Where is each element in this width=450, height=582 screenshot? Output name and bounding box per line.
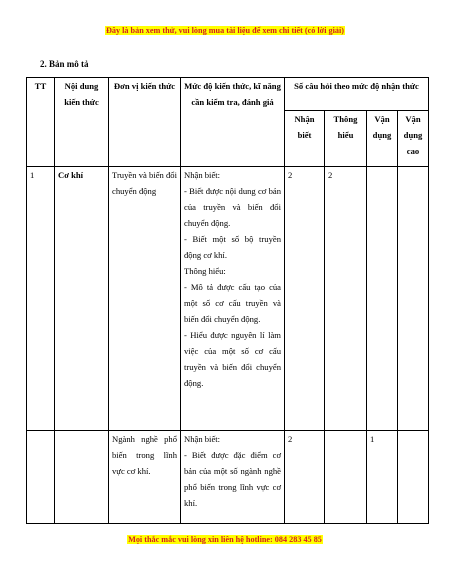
level-line: - Biết được đặc điểm cơ bản của một số ngành nghề phổ biến trong lĩnh vực cơ khí. bbox=[184, 450, 281, 508]
header-level: Mức độ kiến thức, kĩ năng cần kiểm tra, đánh giá bbox=[181, 78, 285, 167]
table-row bbox=[27, 167, 429, 431]
header-count: Số câu hỏi theo mức độ nhận thức bbox=[285, 78, 429, 111]
header-unit: Đơn vị kiến thức bbox=[109, 78, 181, 167]
header-van-dung: Vận dụng bbox=[367, 111, 398, 167]
level-line: - Biết một số bộ truyền động cơ khí. bbox=[184, 234, 281, 260]
cell-van-dung: 1 bbox=[367, 431, 398, 524]
cell-content: Cơ khí bbox=[55, 167, 109, 431]
cell-nhan-biet: 2 bbox=[285, 167, 325, 431]
level-line: Thông hiểu: bbox=[184, 266, 226, 276]
hotline-footer-text: Mọi thắc mắc vui lòng xin liên hệ hotline: 084 283 45 85 bbox=[128, 535, 322, 544]
cell-thong-hieu bbox=[325, 431, 367, 524]
cell-nhan-biet: 2 bbox=[285, 431, 325, 524]
header-row-top bbox=[27, 78, 429, 111]
cell-level bbox=[181, 431, 285, 524]
description-table bbox=[26, 77, 429, 524]
cell-tt bbox=[27, 431, 55, 524]
header-nhan-biet: Nhận biết bbox=[285, 111, 325, 167]
cell-tt: 1 bbox=[27, 167, 55, 431]
hotline-footer bbox=[0, 535, 450, 544]
table-row bbox=[27, 431, 429, 524]
cell-unit: Truyền và biến đổi chuyển động bbox=[109, 167, 181, 431]
cell-content bbox=[55, 431, 109, 524]
cell-thong-hieu: 2 bbox=[325, 167, 367, 431]
cell-van-dung-cao bbox=[398, 167, 429, 431]
level-line: - Hiểu được nguyên lí làm việc của một số cơ cấu truyền và biến đổi chuyển động. bbox=[184, 330, 281, 388]
level-line: - Mô tả được cấu tạo của một số cơ cấu truyền và biến đổi chuyển động. bbox=[184, 282, 281, 324]
header-tt: TT bbox=[27, 78, 55, 167]
cell-van-dung-cao bbox=[398, 431, 429, 524]
section-title: 2. Bản mô tả bbox=[40, 59, 89, 69]
header-van-dung-cao: Vận dụng cao bbox=[398, 111, 429, 167]
cell-level bbox=[181, 167, 285, 431]
level-line: Nhận biết: bbox=[184, 170, 221, 180]
header-thong-hieu: Thông hiểu bbox=[325, 111, 367, 167]
cell-van-dung bbox=[367, 167, 398, 431]
preview-banner-text: Đây là bản xem thử, vui lòng mua tài liệu để xem chi tiết (có lời giải) bbox=[105, 26, 344, 35]
header-content: Nội dung kiến thức bbox=[55, 78, 109, 167]
level-line: - Biết được nội dung cơ bản của truyền và biến đổi chuyển động. bbox=[184, 186, 281, 228]
cell-unit: Ngành nghề phổ biến trong lĩnh vực cơ khí. bbox=[109, 431, 181, 524]
preview-banner bbox=[0, 26, 450, 35]
level-line: Nhận biết: bbox=[184, 434, 221, 444]
